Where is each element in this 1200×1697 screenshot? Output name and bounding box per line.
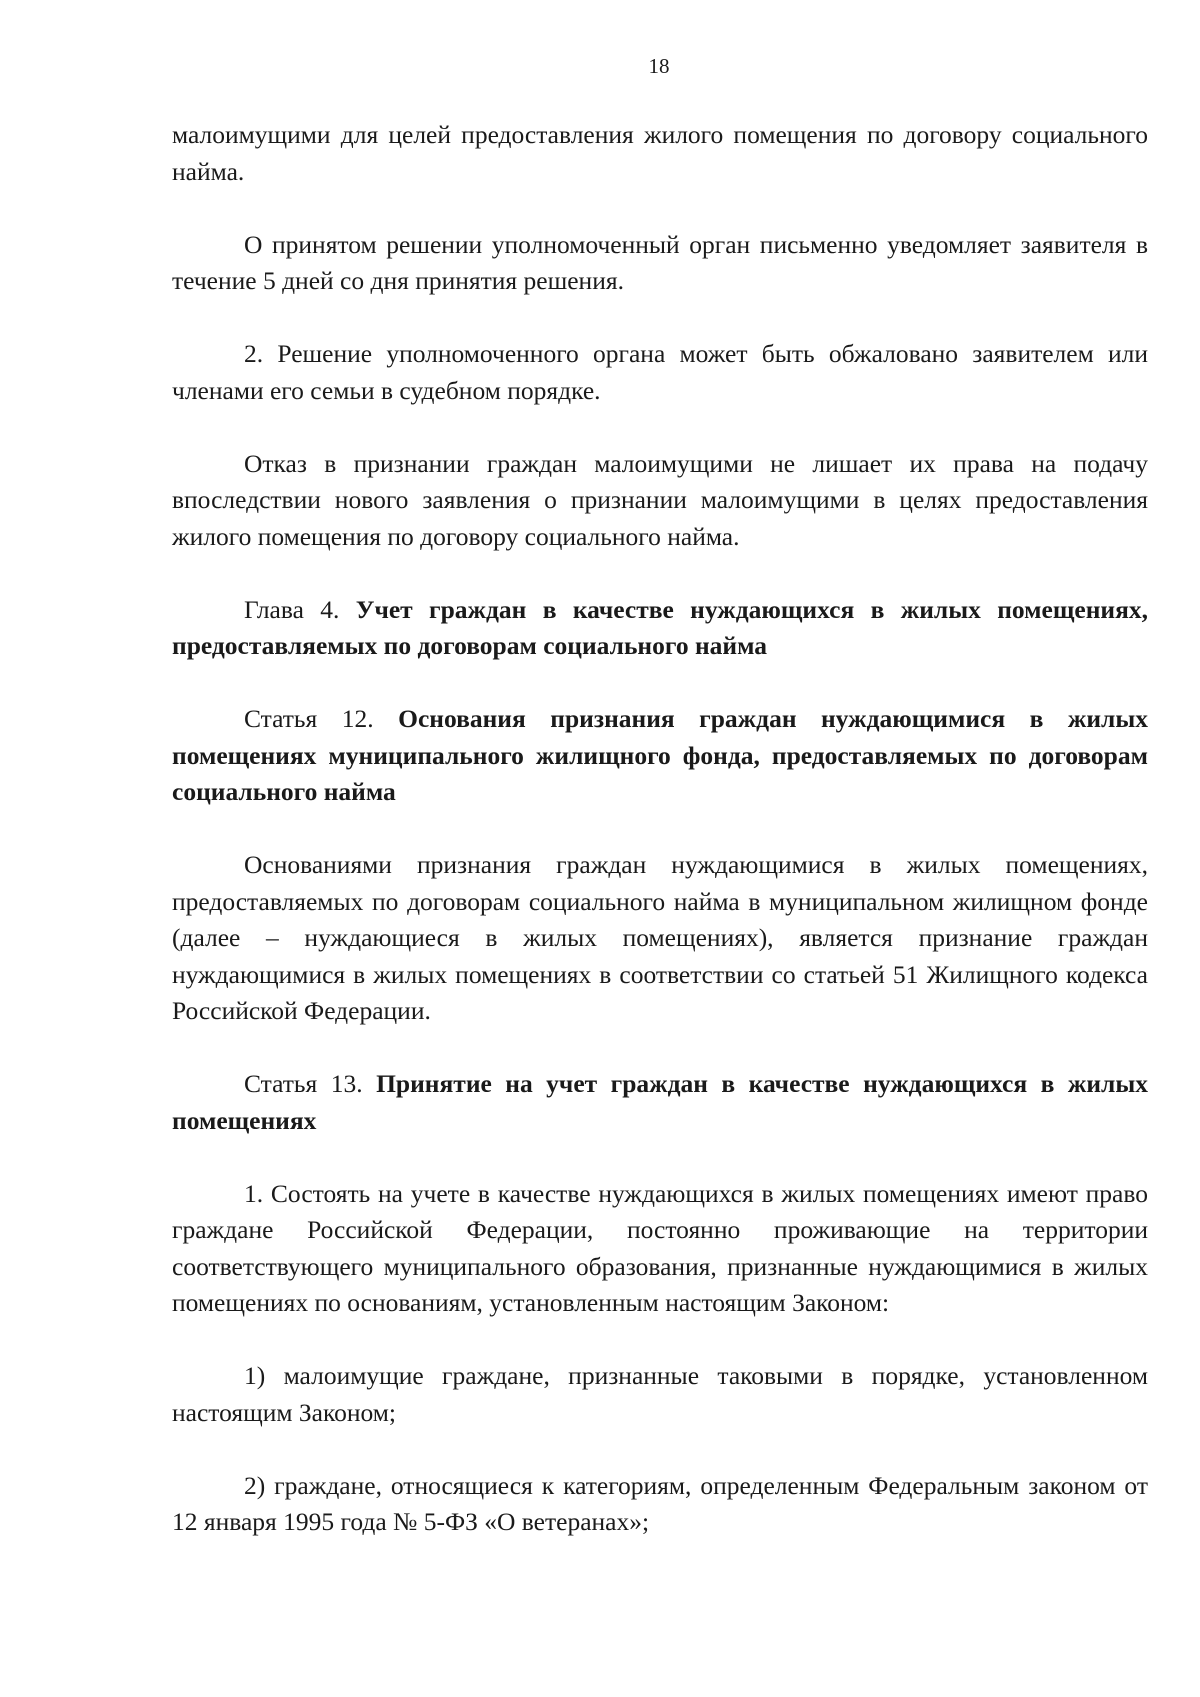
page-number: 18 bbox=[648, 54, 670, 78]
chapter-4-heading bbox=[172, 592, 1148, 665]
document-body bbox=[172, 117, 1148, 1577]
chapter-4-prefix: Глава 4. bbox=[244, 594, 340, 624]
paragraph-appeal: 2. Решение уполномоченного органа может быть обжаловано заявителем или членами его семьи в судебном порядке. bbox=[172, 339, 1148, 405]
paragraph-notification: О принятом решении уполномоченный орган письменно уведомляет заявителя в течение 5 дней со дня принятия решения. bbox=[172, 229, 1148, 295]
article-12-prefix: Статья 12. bbox=[244, 704, 374, 733]
article-13-paragraph-1: 1. Состоять на учете в качестве нуждающихся в жилых помещениях имеют право граждане Российской Федерации, постоянно проживающие на территории соответствующего муниципального образования, признанные нуждающимися в жилых помещениях по основаниям, установленным настоящим Законом: bbox=[172, 1178, 1148, 1317]
article-12-title: Основания признания граждан нуждающимися в жилых помещениях муниципального жилищного фонда, предоставляемых по договорам социального найма bbox=[172, 704, 1148, 806]
paragraph-refusal: Отказ в признании граждан малоимущими не лишает их права на подачу впоследствии нового заявления о признании малоимущими в целях предоставления жилого помещения по договору социального найма. bbox=[172, 448, 1148, 551]
article-13-item-1: 1) малоимущие граждане, признанные таковыми в порядке, установленном настоящим Законом; bbox=[172, 1361, 1148, 1427]
article-13-heading bbox=[172, 1066, 1148, 1139]
article-13-prefix: Статья 13. bbox=[244, 1069, 363, 1098]
paragraph-continuation: малоимущими для целей предоставления жилого помещения по договору социального найма. bbox=[172, 120, 1148, 186]
article-13-item-2: 2) граждане, относящиеся к категориям, определенным Федеральным законом от 12 января 1995 года № 5-ФЗ «О ветеранах»; bbox=[172, 1470, 1148, 1536]
article-12-heading bbox=[172, 701, 1148, 811]
article-13-title: Принятие на учет граждан в качестве нуждающихся в жилых помещениях bbox=[172, 1069, 1149, 1135]
chapter-4-title: Учет граждан в качестве нуждающихся в жилых помещениях, предоставляемых по договорам социального найма bbox=[172, 594, 1149, 660]
article-12-text: Основаниями признания граждан нуждающимися в жилых помещениях, предоставляемых по договорам социального найма в муниципальном жилищном фонде (далее – нуждающиеся в жилых помещениях), является признание граждан нуждающимися в жилых помещениях в соответствии со статьей 51 Жилищного кодекса Российской Федерации. bbox=[172, 850, 1148, 1025]
